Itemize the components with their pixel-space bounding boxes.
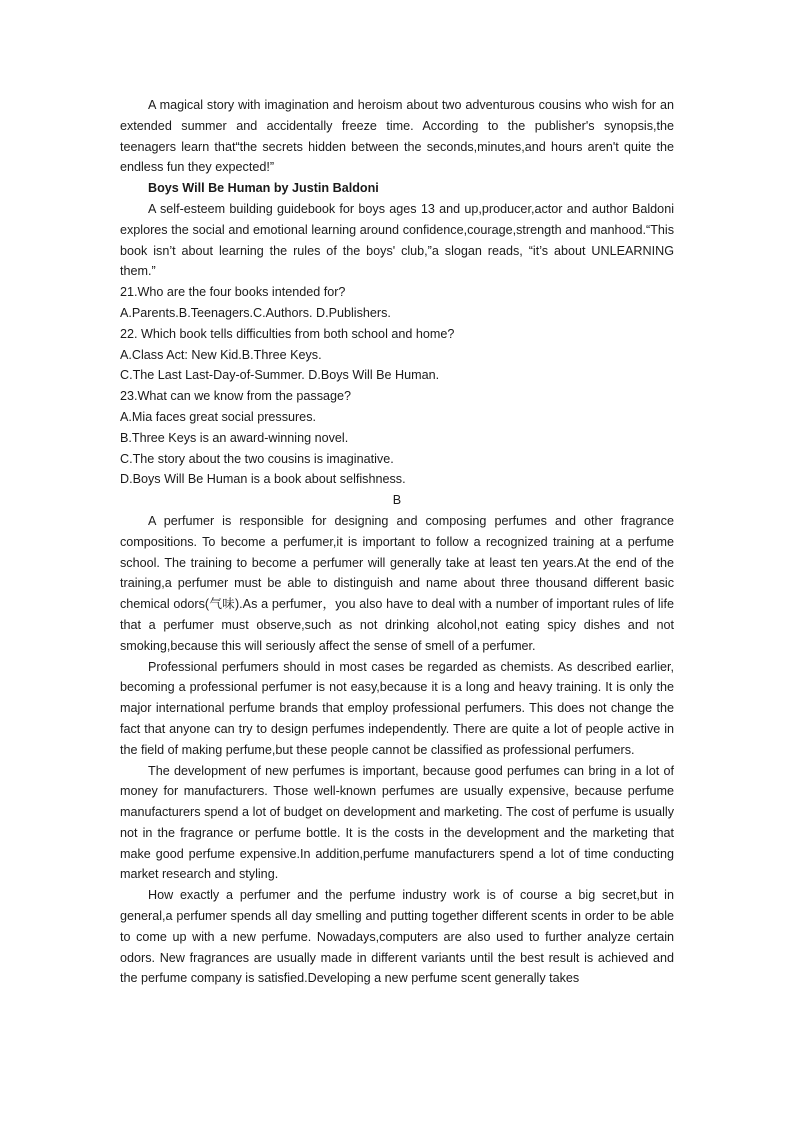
- question-22-options-cd: C.The Last Last-Day-of-Summer. D.Boys Will Be Human.: [120, 368, 440, 383]
- question-23-option-b: B.Three Keys is an award-winning novel.: [120, 430, 349, 445]
- passage-a-paragraph-2: A self-esteem building guidebook for boys ages 13 and up,producer,actor and author Baldoni explores the social and emotional learning around confidence,courage,strength and manhood.“This book isn’t about learning the rules of the boys' club,”a slogan reads, “it’s about UNLEARNING them.”: [120, 201, 674, 279]
- section-b-paragraph-4: How exactly a perfumer and the perfume industry work is of course a big secret,but in general,a perfumer spends all day smelling and putting together different scents in order to be able to come up with a new perfume. Nowadays,computers are also used to further analyze certain odors. New fragrances are usually made in different variants until the best result is achieved and the perfume company is satisfied.Developing a new perfume scent generally takes: [120, 888, 674, 986]
- passage-a-paragraph-1: A magical story with imagination and heroism about two adventurous cousins who wish for an extended summer and accidentally freeze time. According to the publisher's synopsis,the teenagers learn that“the secrets hidden between the seconds,minutes,and hours aren't quite the endless fun they expected!”: [120, 98, 674, 175]
- book-title-boys-will-be-human: Boys Will Be Human by Justin Baldoni: [148, 181, 379, 196]
- question-23-option-a: A.Mia faces great social pressures.: [120, 409, 316, 424]
- question-21-stem: 21.Who are the four books intended for?: [120, 285, 346, 300]
- section-b-paragraph-2: Professional perfumers should in most cases be regarded as chemists. As described earlier, becoming a professional perfumer is not easy,because it is a long and heavy training. It is only the major international perfume brands that employ professional perfumers. This does not change the fact that anyone can try to design perfumes independently. There are quite a lot of people active in the field of making perfume,but these people cannot be classified as professional perfumers.: [120, 659, 674, 757]
- question-23-stem: 23.What can we know from the passage?: [120, 389, 352, 404]
- section-b-paragraph-1: A perfumer is responsible for designing and composing perfumes and other fragrance compositions. To become a perfumer,it is important to follow a recognized training at a perfume school. The training to become a perfumer will generally take at least ten years.At the end of the training,a perfumer must be able to distinguish and name about three thousand different basic chemical odors(气味).As a perfumer，you also have to deal with a number of important rules of life that a perfumer must observe,such as not drinking alcohol,not eating spicy dishes and not smoking,because this will seriously affect the sense of smell of a perfumer.: [120, 513, 674, 653]
- section-b-paragraph-3: The development of new perfumes is important, because good perfumes can bring in a lot of money for manufacturers. Those well-known perfumes are usually expensive, because perfume manufacturers spend a lot of budget on development and marketing. The cost of perfume is usually not in the fragrance or perfume bottle. It is the costs in the development and the marketing that make good perfume expensive.In addition,perfume manufacturers spend a lot of time conducting market research and styling.: [120, 763, 674, 882]
- section-b-label: B: [392, 493, 402, 508]
- question-23-option-d: D.Boys Will Be Human is a book about selfishness.: [120, 472, 406, 487]
- question-23-option-c: C.The story about the two cousins is imaginative.: [120, 451, 394, 466]
- document-page: [120, 95, 674, 989]
- question-22-stem: 22. Which book tells difficulties from both school and home?: [120, 326, 455, 341]
- question-21-options: A.Parents.B.Teenagers.C.Authors. D.Publishers.: [120, 305, 391, 320]
- question-22-options-ab: A.Class Act: New Kid.B.Three Keys.: [120, 347, 322, 362]
